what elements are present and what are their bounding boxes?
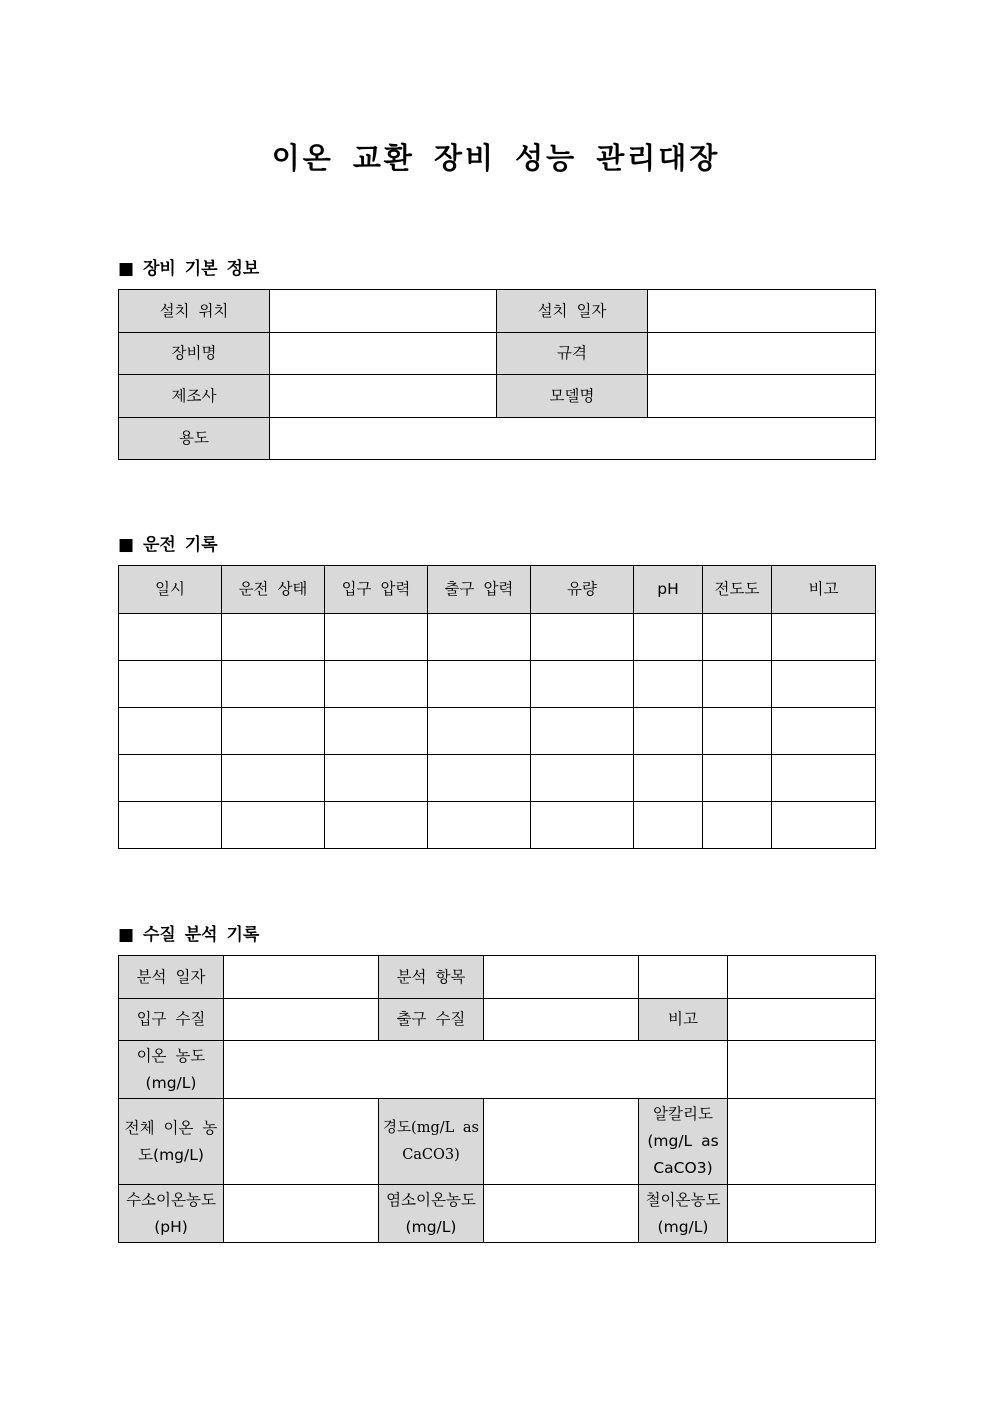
table-cell[interactable] <box>222 755 325 802</box>
label-analysis-date: 분석 일자 <box>119 956 224 999</box>
table-cell[interactable] <box>531 661 634 708</box>
table-cell[interactable] <box>428 614 531 661</box>
section-title-operation: ■ 운전 기록 <box>118 535 218 555</box>
table-cell[interactable] <box>119 802 222 849</box>
table-cell[interactable] <box>531 802 634 849</box>
label-ion-concentration: 이온 농도(mg/L) <box>119 1041 224 1099</box>
operation-header-cell: 일시 <box>119 566 222 614</box>
table-cell[interactable] <box>325 708 428 755</box>
table-cell[interactable] <box>634 802 703 849</box>
table-row <box>119 708 876 755</box>
table-cell[interactable] <box>772 708 876 755</box>
field-install-location[interactable] <box>270 290 497 333</box>
field-remarks[interactable] <box>728 999 876 1041</box>
table-cell[interactable] <box>428 708 531 755</box>
label-remarks: 비고 <box>639 999 728 1041</box>
table-row <box>119 614 876 661</box>
field-inlet-quality[interactable] <box>224 999 379 1041</box>
table-cell[interactable] <box>772 661 876 708</box>
section-title-basic: ■ 장비 기본 정보 <box>118 259 260 279</box>
label-hardness: 경도(mg/L as CaCO3) <box>379 1099 484 1185</box>
table-cell[interactable] <box>772 802 876 849</box>
table-row <box>119 755 876 802</box>
field-hydrogen-ion[interactable] <box>224 1185 379 1243</box>
field-analysis-date[interactable] <box>224 956 379 999</box>
page-title: 이온 교환 장비 성능 관리대장 <box>271 141 721 175</box>
table-cell[interactable] <box>703 708 772 755</box>
label-hydrogen-ion: 수소이온농도(pH) <box>119 1185 224 1243</box>
table-cell[interactable] <box>772 614 876 661</box>
operation-header-cell: 유량 <box>531 566 634 614</box>
label-spec: 규격 <box>497 333 648 375</box>
table-cell[interactable] <box>119 614 222 661</box>
field-analysis-item[interactable] <box>484 956 639 999</box>
table-cell[interactable] <box>325 755 428 802</box>
label-equipment-name: 장비명 <box>119 333 270 375</box>
table-cell[interactable] <box>531 614 634 661</box>
label-install-date: 설치 일자 <box>497 290 648 333</box>
table-cell[interactable] <box>634 614 703 661</box>
label-install-location: 설치 위치 <box>119 290 270 333</box>
table-cell[interactable] <box>703 802 772 849</box>
label-iron-ion: 철이온농도(mg/L) <box>639 1185 728 1243</box>
operation-header-cell: pH <box>634 566 703 614</box>
operation-header-cell: 입구 압력 <box>325 566 428 614</box>
operation-header-row <box>119 566 876 614</box>
table-cell[interactable] <box>531 755 634 802</box>
table-cell[interactable] <box>703 661 772 708</box>
table-row <box>119 661 876 708</box>
table-row <box>119 802 876 849</box>
operation-header-cell: 출구 압력 <box>428 566 531 614</box>
operation-header-cell: 전도도 <box>703 566 772 614</box>
field-blank-1[interactable] <box>639 956 728 999</box>
label-inlet-quality: 입구 수질 <box>119 999 224 1041</box>
field-model[interactable] <box>648 375 876 418</box>
table-cell[interactable] <box>772 755 876 802</box>
section-title-water: ■ 수질 분석 기록 <box>118 925 260 945</box>
field-equipment-name[interactable] <box>270 333 497 375</box>
label-manufacturer: 제조사 <box>119 375 270 418</box>
table-cell[interactable] <box>222 661 325 708</box>
label-outlet-quality: 출구 수질 <box>379 999 484 1041</box>
field-ion-concentration[interactable] <box>224 1041 728 1099</box>
operation-header-cell: 비고 <box>772 566 876 614</box>
table-cell[interactable] <box>325 614 428 661</box>
table-cell[interactable] <box>634 708 703 755</box>
table-cell[interactable] <box>428 661 531 708</box>
label-alkalinity: 알칼리도 (mg/L as CaCO3) <box>639 1099 728 1185</box>
field-spec[interactable] <box>648 333 876 375</box>
field-purpose[interactable] <box>270 418 876 460</box>
table-cell[interactable] <box>222 708 325 755</box>
field-outlet-quality[interactable] <box>484 999 639 1041</box>
operation-header-cell: 운전 상태 <box>222 566 325 614</box>
table-cell[interactable] <box>325 661 428 708</box>
field-hardness[interactable] <box>484 1099 639 1185</box>
table-cell[interactable] <box>531 708 634 755</box>
table-cell[interactable] <box>428 755 531 802</box>
table-cell[interactable] <box>222 802 325 849</box>
operation-table <box>118 565 876 849</box>
field-ion-extra[interactable] <box>728 1041 876 1099</box>
basic-info-table <box>118 289 876 460</box>
field-chloride-ion[interactable] <box>484 1185 639 1243</box>
table-cell[interactable] <box>634 755 703 802</box>
table-cell[interactable] <box>428 802 531 849</box>
table-cell[interactable] <box>703 614 772 661</box>
table-cell[interactable] <box>703 755 772 802</box>
table-cell[interactable] <box>634 661 703 708</box>
label-purpose: 용도 <box>119 418 270 460</box>
field-install-date[interactable] <box>648 290 876 333</box>
field-manufacturer[interactable] <box>270 375 497 418</box>
label-chloride-ion: 염소이온농도(mg/L) <box>379 1185 484 1243</box>
label-total-ion: 전체 이온 농도(mg/L) <box>119 1099 224 1185</box>
table-cell[interactable] <box>119 708 222 755</box>
field-alkalinity[interactable] <box>728 1099 876 1185</box>
water-analysis-table <box>118 955 876 1243</box>
field-iron-ion[interactable] <box>728 1185 876 1243</box>
label-analysis-item: 분석 항목 <box>379 956 484 999</box>
table-cell[interactable] <box>222 614 325 661</box>
table-cell[interactable] <box>119 661 222 708</box>
table-cell[interactable] <box>119 755 222 802</box>
label-model: 모델명 <box>497 375 648 418</box>
table-cell[interactable] <box>325 802 428 849</box>
field-total-ion[interactable] <box>224 1099 379 1185</box>
field-blank-2[interactable] <box>728 956 876 999</box>
